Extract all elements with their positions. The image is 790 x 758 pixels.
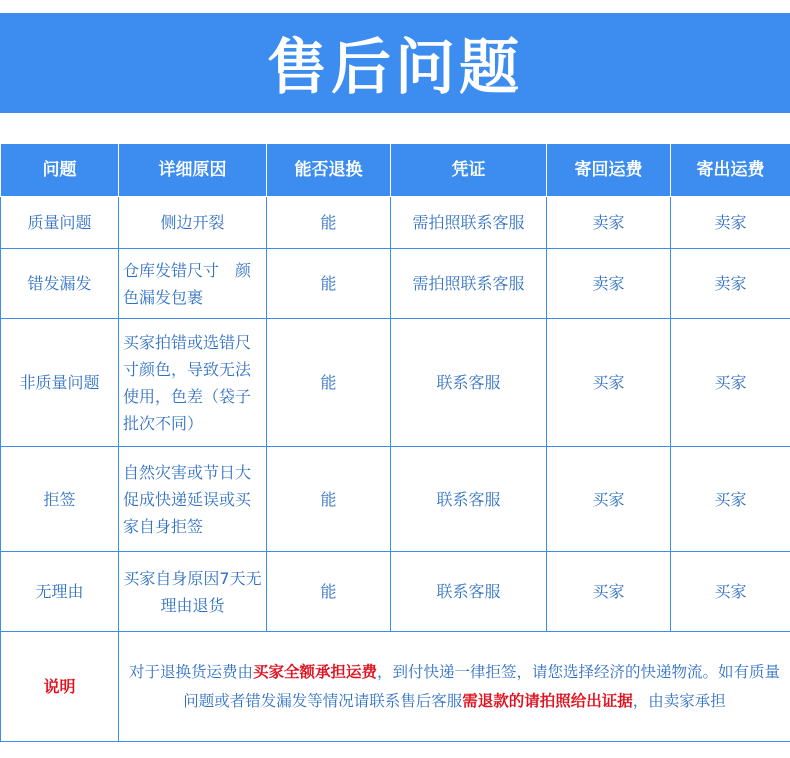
col-header-proof: 凭证 — [391, 144, 547, 197]
cell-issue: 非质量问题 — [1, 319, 119, 447]
note-highlight-1: 买家全额承担运费 — [252, 662, 377, 681]
cell-proof: 需拍照联系客服 — [391, 197, 547, 249]
note-highlight-2: 需退款的请拍照给出证据 — [462, 691, 633, 710]
cell-exchange: 能 — [267, 249, 391, 319]
cell-exchange: 能 — [267, 447, 391, 552]
page-title: 售后问题 — [267, 33, 523, 103]
col-header-reason: 详细原因 — [119, 144, 267, 197]
cell-issue: 无理由 — [1, 552, 119, 632]
cell-reason: 侧边开裂 — [119, 197, 267, 249]
note-part-3: ，由卖家承担 — [632, 691, 726, 710]
header-row — [1, 144, 790, 197]
col-header-exchange: 能否退换 — [267, 144, 391, 197]
cell-issue: 拒签 — [1, 447, 119, 552]
note-row — [1, 632, 790, 742]
cell-return-fee: 卖家 — [547, 249, 671, 319]
cell-return-fee: 卖家 — [547, 197, 671, 249]
cell-send-fee: 卖家 — [671, 197, 790, 249]
cell-return-fee: 买家 — [547, 319, 671, 447]
note-part-2: ，到付快递一律拒签，请您选择经济的快递物流。如有质量问题或者错发漏发等情况请联系售后客服 — [183, 662, 781, 710]
cell-send-fee: 买家 — [671, 447, 790, 552]
table-row — [1, 197, 790, 249]
cell-proof: 联系客服 — [391, 552, 547, 632]
cell-reason: 自然灾害或节日大促成快递延误或买家自身拒签 — [119, 447, 267, 552]
note-part-1: 对于退换货运费由 — [128, 662, 253, 681]
table-row — [1, 319, 790, 447]
table-row — [1, 447, 790, 552]
col-header-return-fee: 寄回运费 — [547, 144, 671, 197]
cell-issue: 质量问题 — [1, 197, 119, 249]
cell-reason: 买家拍错或选错尺寸颜色，导致无法使用，色差（袋子批次不同） — [119, 319, 267, 447]
cell-return-fee: 买家 — [547, 552, 671, 632]
cell-send-fee: 买家 — [671, 552, 790, 632]
cell-send-fee: 买家 — [671, 319, 790, 447]
title-banner — [0, 13, 790, 113]
cell-send-fee: 卖家 — [671, 249, 790, 319]
table-row — [1, 552, 790, 632]
note-text — [119, 632, 790, 742]
cell-proof: 需拍照联系客服 — [391, 249, 547, 319]
cell-issue: 错发漏发 — [1, 249, 119, 319]
note-label: 说明 — [1, 632, 119, 742]
cell-exchange: 能 — [267, 552, 391, 632]
col-header-send-fee: 寄出运费 — [671, 144, 790, 197]
cell-reason: 买家自身原因7天无理由退货 — [119, 552, 267, 632]
cell-return-fee: 买家 — [547, 447, 671, 552]
cell-proof: 联系客服 — [391, 447, 547, 552]
cell-proof: 联系客服 — [391, 319, 547, 447]
cell-reason: 仓库发错尺寸 颜色漏发包裹 — [119, 249, 267, 319]
cell-exchange: 能 — [267, 197, 391, 249]
after-sales-table — [0, 143, 790, 742]
table-row — [1, 249, 790, 319]
cell-exchange: 能 — [267, 319, 391, 447]
col-header-issue: 问题 — [1, 144, 119, 197]
